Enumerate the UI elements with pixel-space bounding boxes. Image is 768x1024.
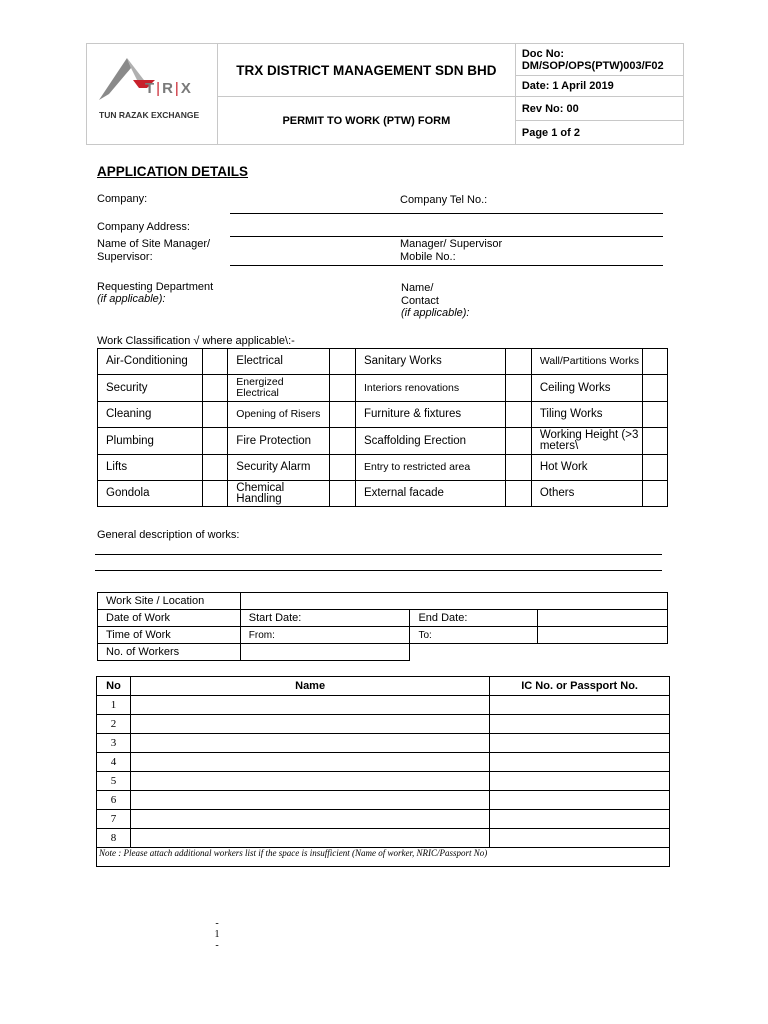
work-site-label: Work Site / Location [98, 593, 241, 610]
company-address-line[interactable] [230, 236, 663, 237]
classification-label: Entry to restricted area [355, 455, 505, 481]
classification-label: External facade [355, 481, 505, 507]
logo-wordmark [145, 80, 193, 97]
worker-number: 4 [97, 753, 131, 772]
logo-letter: T [145, 80, 157, 97]
name-contact-label [401, 282, 469, 320]
end-date-field[interactable]: End Date: [410, 610, 538, 627]
classification-label: Furniture & fixtures [355, 402, 505, 428]
classification-checkbox[interactable] [202, 481, 227, 507]
work-site-input[interactable] [240, 593, 667, 610]
col-no-header: No [97, 677, 131, 696]
table-row [97, 829, 670, 848]
classification-row [98, 402, 668, 428]
classification-checkbox[interactable] [642, 428, 667, 455]
end-date-input[interactable] [538, 610, 668, 627]
classification-checkbox[interactable] [329, 428, 355, 455]
table-row [97, 696, 670, 715]
no-of-workers-input[interactable] [240, 644, 410, 661]
classification-checkbox[interactable] [642, 481, 667, 507]
name-contact-line1: Name/ [401, 282, 434, 294]
classification-checkbox[interactable] [202, 375, 227, 402]
classification-label: Air-Conditioning [98, 349, 203, 375]
worker-ic-field[interactable] [490, 753, 670, 772]
worker-ic-field[interactable] [490, 791, 670, 810]
site-manager-label-line2: Supervisor: [97, 251, 153, 263]
page-count: Page 1 of 2 [515, 121, 683, 145]
classification-label: Opening of Risers [228, 402, 329, 428]
logo-separator: | [174, 80, 181, 97]
classification-checkbox[interactable] [329, 375, 355, 402]
classification-checkbox[interactable] [506, 428, 531, 455]
logo-subtext: TUN RAZAK EXCHANGE [99, 110, 200, 120]
classification-checkbox[interactable] [329, 402, 355, 428]
classification-checkbox[interactable] [506, 481, 531, 507]
classification-label: Security Alarm [228, 455, 329, 481]
worker-number: 2 [97, 715, 131, 734]
manager-mobile-label-line1: Manager/ Supervisor [400, 238, 503, 250]
classification-row [98, 481, 668, 507]
classification-checkbox[interactable] [202, 428, 227, 455]
table-row [97, 753, 670, 772]
page-dash-bottom: - [215, 940, 219, 951]
classification-label: Security [98, 375, 203, 402]
rev-no: Rev No: 00 [515, 97, 683, 121]
table-row [97, 734, 670, 753]
work-classification-table [97, 348, 668, 507]
classification-label: Scaffolding Erection [355, 428, 505, 455]
requesting-dept-note: (if applicable): [97, 293, 166, 305]
worker-number: 6 [97, 791, 131, 810]
logo-letter: R [162, 80, 175, 97]
worker-number: 3 [97, 734, 131, 753]
classification-label: Plumbing [98, 428, 203, 455]
empty-cell [410, 644, 538, 661]
classification-checkbox[interactable] [202, 455, 227, 481]
requesting-dept-text: Requesting Department [97, 281, 214, 293]
company-name: TRX DISTRICT MANAGEMENT SDN BHD [217, 44, 515, 97]
to-time-field[interactable]: To: [410, 627, 538, 644]
classification-label: Chemical Handling [228, 481, 329, 507]
worker-number: 1 [97, 696, 131, 715]
worker-name-field[interactable] [130, 696, 489, 715]
classification-checkbox[interactable] [642, 455, 667, 481]
doc-no [515, 44, 683, 76]
classification-label: Wall/Partitions Works [531, 349, 642, 375]
table-row [97, 772, 670, 791]
classification-label: Lifts [98, 455, 203, 481]
classification-checkbox[interactable] [506, 402, 531, 428]
classification-checkbox[interactable] [506, 349, 531, 375]
classification-checkbox[interactable] [506, 375, 531, 402]
time-of-work-label: Time of Work [98, 627, 241, 644]
company-tel-label: Company Tel No.: [400, 194, 488, 206]
doc-no-label: Doc No: [521, 47, 565, 60]
form-title: PERMIT TO WORK (PTW) FORM [217, 97, 515, 145]
work-classification-label: Work Classification √ where applicable\:- [97, 335, 295, 347]
worker-name-field[interactable] [130, 810, 489, 829]
classification-checkbox[interactable] [642, 349, 667, 375]
classification-checkbox[interactable] [329, 481, 355, 507]
no-of-workers-label: No. of Workers [98, 644, 241, 661]
classification-checkbox[interactable] [329, 455, 355, 481]
from-time-field[interactable]: From: [240, 627, 410, 644]
site-manager-label [97, 238, 210, 264]
workers-table [96, 676, 670, 867]
general-description-label: General description of works: [97, 529, 240, 541]
work-site-table [97, 592, 668, 661]
manager-mobile-label-line2: Mobile No.: [400, 251, 456, 263]
classification-checkbox[interactable] [506, 455, 531, 481]
classification-checkbox[interactable] [329, 349, 355, 375]
name-contact-note: (if applicable): [401, 307, 470, 319]
worker-number: 7 [97, 810, 131, 829]
worker-ic-field[interactable] [490, 829, 670, 848]
doc-no-value: DM/SOP/OPS(PTW)003/F02 [521, 59, 664, 72]
worker-name-field[interactable] [130, 772, 489, 791]
logo-cell [87, 44, 218, 145]
company-label: Company: [97, 193, 148, 205]
doc-date: Date: 1 April 2019 [515, 76, 683, 97]
site-manager-label-line1: Name of Site Manager/ [97, 238, 211, 250]
name-contact-line2: Contact [401, 294, 439, 307]
company-line[interactable] [230, 213, 663, 214]
classification-row [98, 349, 668, 375]
worker-number: 8 [97, 829, 131, 848]
classification-label: Sanitary Works [355, 349, 505, 375]
document-header [86, 43, 684, 145]
classification-row [98, 455, 668, 481]
classification-label: Tiling Works [531, 402, 642, 428]
worker-ic-field[interactable] [490, 810, 670, 829]
col-name-header: Name [130, 677, 489, 696]
classification-checkbox[interactable] [202, 402, 227, 428]
worker-ic-field[interactable] [490, 734, 670, 753]
classification-checkbox[interactable] [202, 349, 227, 375]
classification-label: Electrical [228, 349, 329, 375]
page-number [214, 918, 220, 951]
description-line-2[interactable] [95, 570, 662, 571]
table-row [97, 791, 670, 810]
col-ic-header: IC No. or Passport No. [490, 677, 670, 696]
to-time-input[interactable] [538, 627, 668, 644]
worker-ic-field[interactable] [490, 715, 670, 734]
worker-ic-field[interactable] [490, 696, 670, 715]
worker-number: 5 [97, 772, 131, 791]
classification-label: Gondola [98, 481, 203, 507]
worker-name-field[interactable] [130, 734, 489, 753]
start-date-field[interactable]: Start Date: [240, 610, 410, 627]
site-manager-line[interactable] [230, 265, 663, 266]
table-row [97, 715, 670, 734]
table-row [97, 810, 670, 829]
logo-letter: X [180, 80, 193, 97]
section-title: APPLICATION DETAILS [97, 164, 248, 179]
classification-label: Cleaning [98, 402, 203, 428]
workers-note: Note : Please attach additional workers list if the space is insufficient (Name of worker, NRIC/Passport No) [97, 848, 670, 867]
classification-label: Fire Protection [228, 428, 329, 455]
classification-label: Interiors renovations [355, 375, 505, 402]
classification-checkbox[interactable] [642, 402, 667, 428]
classification-label: Energized Electrical [228, 375, 329, 402]
page-number-value: 1 [214, 929, 220, 940]
empty-cell [538, 644, 668, 661]
worker-name-field[interactable] [130, 829, 489, 848]
worker-name-field[interactable] [130, 791, 489, 810]
worker-name-field[interactable] [130, 715, 489, 734]
classification-label: Others [531, 481, 642, 507]
page-dash-top: - [215, 918, 219, 929]
logo-separator: | [156, 80, 163, 97]
worker-ic-field[interactable] [490, 772, 670, 791]
classification-label: Hot Work [531, 455, 642, 481]
worker-name-field[interactable] [130, 753, 489, 772]
trx-logo [87, 44, 217, 144]
company-address-label: Company Address: [97, 221, 190, 233]
description-line-1[interactable] [95, 554, 662, 555]
classification-label: Ceiling Works [531, 375, 642, 402]
date-of-work-label: Date of Work [98, 610, 241, 627]
requesting-dept-label [97, 281, 213, 305]
classification-label: Working Height (>3 meters\ [531, 428, 642, 455]
classification-row [98, 375, 668, 402]
classification-checkbox[interactable] [642, 375, 667, 402]
classification-row [98, 428, 668, 455]
manager-mobile-label [400, 238, 502, 264]
